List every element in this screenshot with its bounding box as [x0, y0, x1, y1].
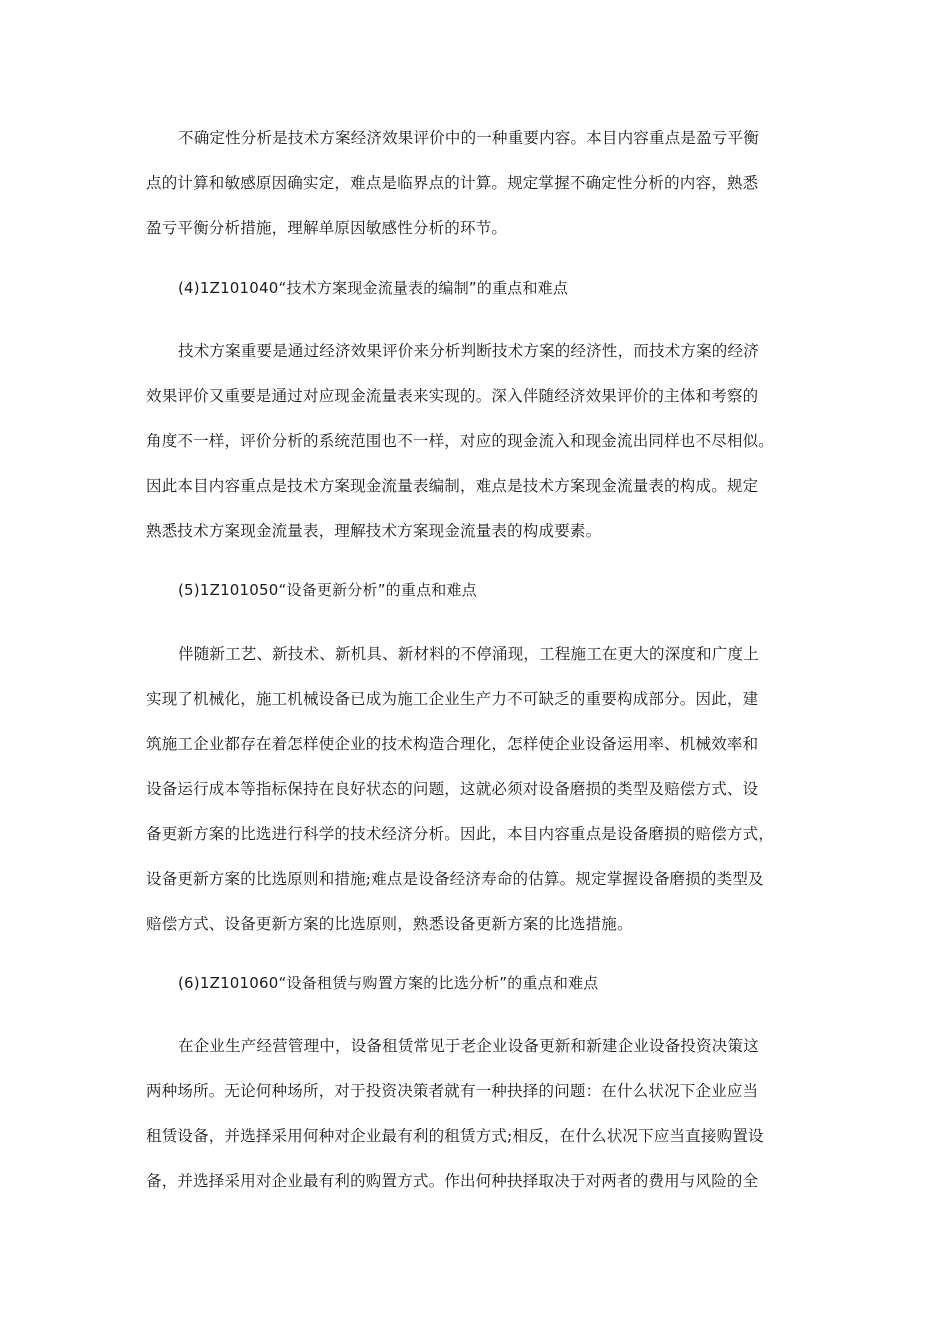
paragraph-cashflow-line-4: 因此本目内容重点是技术方案现金流量表编制，难点是技术方案现金流量表的构成。规定: [146, 477, 759, 495]
paragraph-equipment-line-1: 伴随新工艺、新技术、新机具、新材料的不停涌现，工程施工在更大的深度和广度上: [178, 645, 759, 663]
paragraph-uncertainty-line-2: 点的计算和敏感原因确实定，难点是临界点的计算。规定掌握不确定性分析的内容，熟悉: [146, 174, 759, 192]
section-heading-6: (6)1Z101060“设备租赁与购置方案的比选分析”的重点和难点: [178, 974, 599, 992]
paragraph-uncertainty-line-3: 盈亏平衡分析措施，理解单原因敏感性分析的环节。: [146, 219, 508, 237]
paragraph-equipment-line-4: 设备运行成本等指标保持在良好状态的问题，这就必须对设备磨损的类型及赔偿方式、设: [146, 780, 759, 798]
paragraph-leasing-line-3: 租赁设备，并选择采用何种对企业最有利的租赁方式;相反，在什么状况下应当直接购置设: [146, 1127, 764, 1145]
paragraph-cashflow-line-1: 技术方案重要是通过经济效果评价来分析判断技术方案的经济性，而技术方案的经济: [178, 342, 759, 360]
paragraph-cashflow-line-5: 熟悉技术方案现金流量表，理解技术方案现金流量表的构成要素。: [146, 522, 602, 540]
paragraph-cashflow-line-3: 角度不一样，评价分析的系统范围也不一样，对应的现金流入和现金流出同样也不尽相似。: [146, 432, 775, 450]
paragraph-leasing-line-4: 备，并选择采用对企业最有利的购置方式。作出何种抉择取决于对两者的费用与风险的全: [146, 1172, 759, 1190]
section-heading-4: (4)1Z101040“技术方案现金流量表的编制”的重点和难点: [178, 279, 569, 297]
paragraph-equipment-line-7: 赔偿方式、设备更新方案的比选原则，熟悉设备更新方案的比选措施。: [146, 915, 633, 933]
paragraph-equipment-line-6: 设备更新方案的比选原则和措施;难点是设备经济寿命的估算。规定掌握设备磨损的类型及: [146, 870, 764, 888]
paragraph-uncertainty-line-1: 不确定性分析是技术方案经济效果评价中的一种重要内容。本目内容重点是盈亏平衡: [178, 129, 759, 147]
paragraph-equipment-line-5: 备更新方案的比选进行科学的技术经济分析。因此，本目内容重点是设备磨损的赔偿方式，: [146, 825, 775, 843]
paragraph-leasing-line-2: 两种场所。无论何种场所，对于投资决策者就有一种抉择的问题：在什么状况下企业应当: [146, 1082, 759, 1100]
paragraph-equipment-line-3: 筑施工企业都存在着怎样使企业的技术构造合理化，怎样使企业设备运用率、机械效率和: [146, 735, 759, 753]
paragraph-leasing-line-1: 在企业生产经营管理中，设备租赁常见于老企业设备更新和新建企业设备投资决策这: [178, 1037, 759, 1055]
paragraph-cashflow-line-2: 效果评价又重要是通过对应现金流量表来实现的。深入伴随经济效果评价的主体和考察的: [146, 387, 759, 405]
paragraph-equipment-line-2: 实现了机械化，施工机械设备已成为施工企业生产力不可缺乏的重要构成部分。因此，建: [146, 690, 759, 708]
section-heading-5: (5)1Z101050“设备更新分析”的重点和难点: [178, 581, 477, 599]
